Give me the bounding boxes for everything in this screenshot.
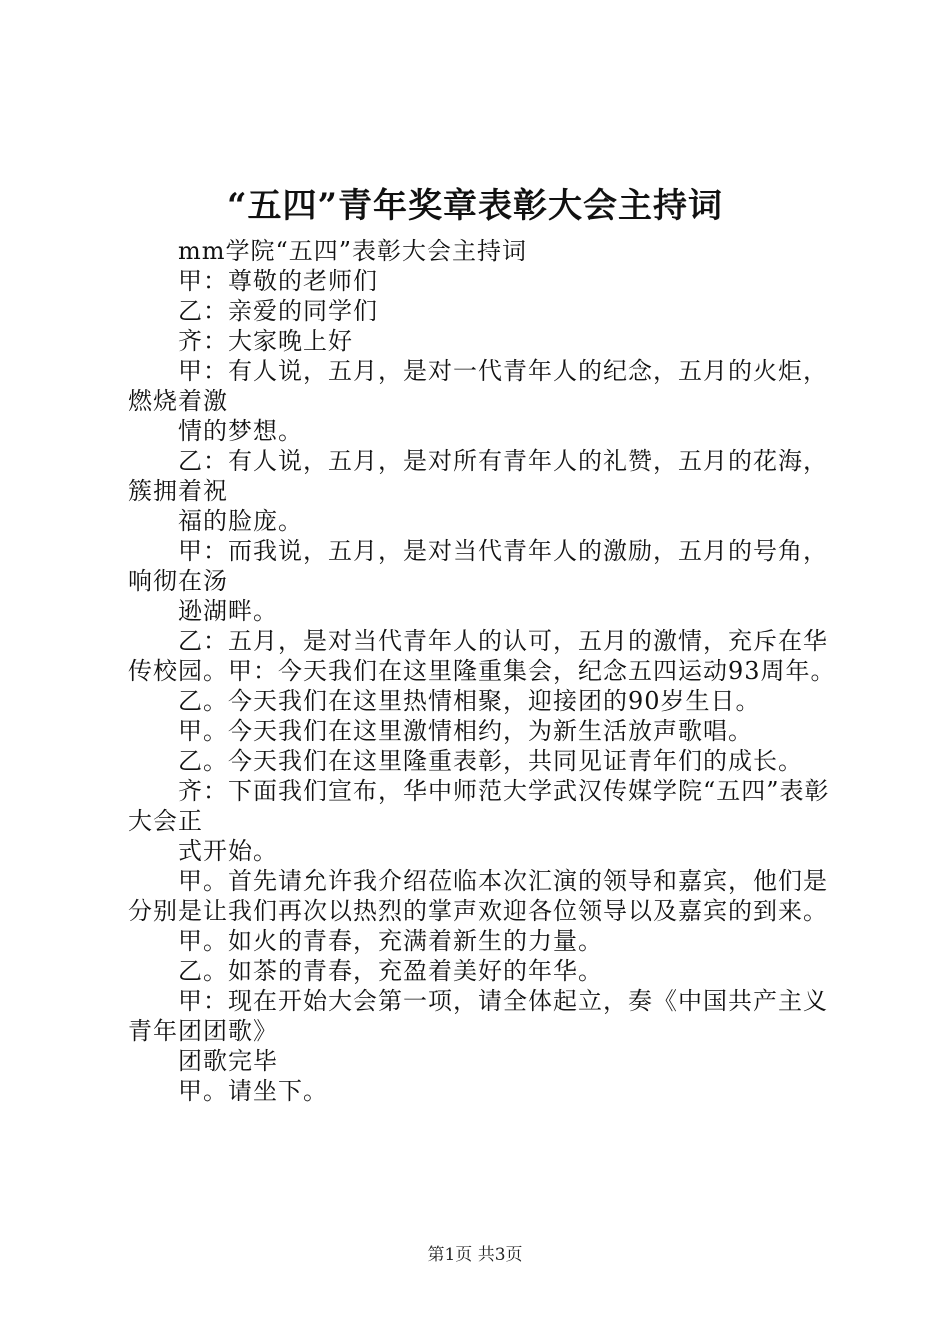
- page-number-footer: 第1页 共3页: [427, 1245, 523, 1265]
- paragraph: 乙：亲爱的同学们: [178, 297, 378, 325]
- paragraph: 乙。如茶的青春，充盈着美好的年华。: [178, 957, 603, 985]
- paragraph: 甲。首先请允许我介绍莅临本次汇演的领导和嘉宾，他们是分别是让我们再次以热烈的掌声欢迎各位领导以及嘉宾的到来。: [128, 867, 828, 925]
- paragraph: 甲：尊敬的老师们: [178, 267, 378, 295]
- paragraph: 逊湖畔。: [178, 597, 278, 625]
- paragraph: 乙：五月，是对当代青年人的认可，五月的激情，充斥在华传校园。甲：今天我们在这里隆重集会，纪念五四运动93周年。: [128, 627, 836, 685]
- paragraph: 甲：现在开始大会第一项，请全体起立，奏《中国共产主义青年团团歌》: [128, 987, 828, 1045]
- paragraph: 式开始。: [178, 837, 278, 865]
- paragraph: 情的梦想。: [178, 417, 303, 445]
- paragraph: 乙。今天我们在这里热情相聚，迎接团的90岁生日。: [178, 687, 761, 715]
- paragraph: 乙：有人说，五月，是对所有青年人的礼赞，五月的花海，簇拥着祝: [128, 447, 828, 505]
- paragraph: 齐：下面我们宣布，华中师范大学武汉传媒学院“五四”表彰大会正: [128, 777, 830, 835]
- paragraph: 福的脸庞。: [178, 507, 303, 535]
- paragraph: 甲。如火的青春，充满着新生的力量。: [178, 927, 603, 955]
- paragraph: 甲：而我说，五月，是对当代青年人的激励，五月的号角，响彻在汤: [128, 537, 828, 595]
- paragraph: mm学院“五四”表彰大会主持词: [178, 237, 528, 265]
- paragraph: 齐：大家晚上好: [178, 327, 353, 355]
- paragraph: 甲：有人说，五月，是对一代青年人的纪念，五月的火炬，燃烧着激: [128, 357, 828, 415]
- paragraph: 甲。今天我们在这里激情相约，为新生活放声歌唱。: [178, 717, 753, 745]
- paragraph: 甲。请坐下。: [178, 1077, 328, 1105]
- paragraph: 乙。今天我们在这里隆重表彰，共同见证青年们的成长。: [178, 747, 803, 775]
- document-title: “五四”青年奖章表彰大会主持词: [226, 186, 724, 226]
- paragraph: 团歌完毕: [178, 1047, 278, 1075]
- document-body: [128, 236, 838, 1106]
